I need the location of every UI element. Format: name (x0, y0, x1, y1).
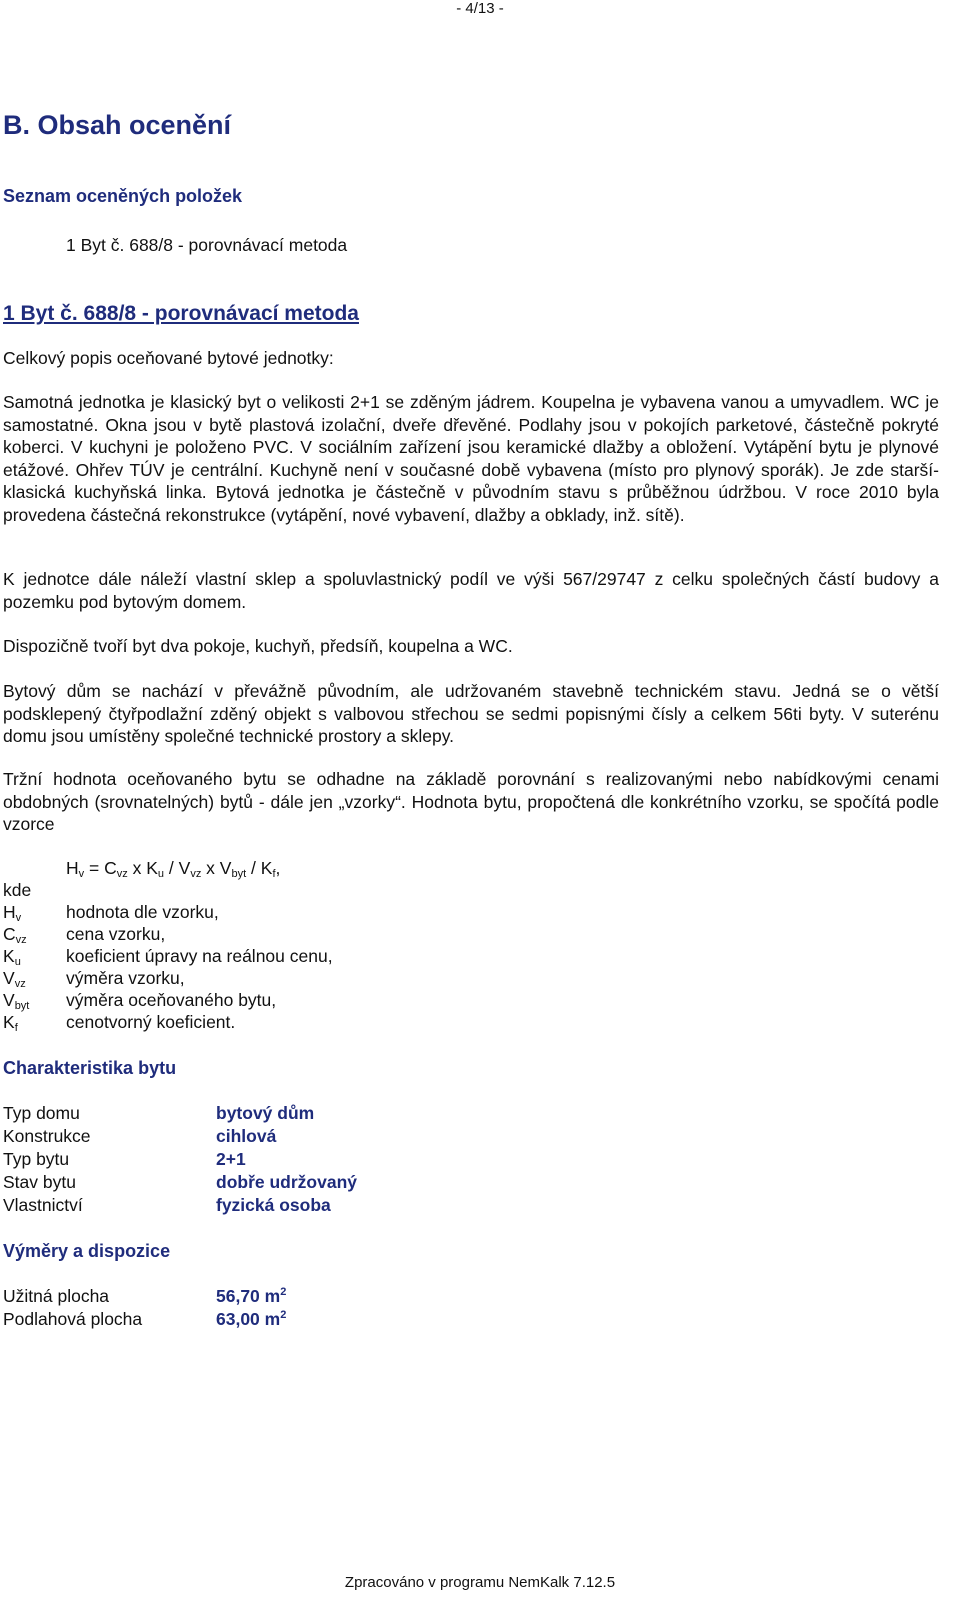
page-number: - 4/13 - (456, 0, 504, 17)
characteristic-label: Konstrukce (3, 1126, 91, 1146)
area-label: Podlahová plocha (3, 1309, 143, 1329)
footer-note: Zpracováno v programu NemKalk 7.12.5 (344, 1574, 616, 1591)
characteristic-value: fyzická osoba (216, 1195, 331, 1215)
where-label: kde (3, 880, 32, 900)
legend-definition: výměra vzorku, (66, 968, 185, 988)
characteristics-title: Charakteristika bytu (3, 1058, 177, 1078)
legend-symbol: $V_{vz}$ (3, 968, 26, 990)
list-title: Seznam oceněných položek (3, 186, 243, 206)
area-value: 56,70 $m^2$ (216, 1286, 287, 1306)
characteristic-label: Typ domu (3, 1103, 80, 1123)
area-label: Užitná plocha (3, 1286, 110, 1306)
legend-definition: cena vzorku, (66, 924, 166, 944)
legend-symbol: $H_v$ (3, 902, 22, 924)
areas-title: Výměry a dispozice (3, 1241, 171, 1261)
characteristic-value: bytový dům (216, 1103, 315, 1123)
legend-symbol: $C_{vz}$ (3, 924, 27, 946)
characteristic-value: 2+1 (216, 1149, 246, 1169)
paragraph-method: Tržní hodnota oceňovaného bytu se odhadne na základě porovnání s realizovanými nebo nabídkovými cenami obdobných (srovnatelných) bytů - dále jen „vzorky“. Hodnota bytu, propočtená dle konkrétního vzorku, se spočítá podle vzorce (3, 769, 939, 835)
paragraph-layout: Dispozičně tvoří byt dva pokoje, kuchyň, předsíň, koupelna a WC. (3, 636, 513, 656)
legend-definition: hodnota dle vzorku, (66, 902, 219, 922)
characteristic-label: Vlastnictví (3, 1195, 83, 1215)
valuation-formula: $H_v = C_{vz}$ x $K_u / V_{vz}$ x $V_{byt} / K_f$, (66, 858, 281, 880)
paragraph-description: Samotná jednotka je klasický byt o velikosti 2+1 se zděným jádrem. Koupelna je vybavena vanou a umyvadlem. WC je samostatné. Okna jsou v bytě plastová izolační, dveře dřevěné. Podlahy jsou v pokojích parketové, částečně pokryté koberci. V kuchyni je položeno PVC. V sociálním zařízení jsou keramické dlažby a obložení. Vytápění bytu je plynové etážové. Ohřev TÚV je centrální. Kuchyně není v současné době vybavena (místo pro plynový sporák). Je zde starší- klasická kuchyňská linka. Bytová jednotka je částečně v původním stavu s průběžnou údržbou. V roce 2010 byla provedena částečná rekonstrukce (vytápění, nové vybavení, dlažby a obklady, inž. sítě). (3, 392, 939, 525)
characteristic-value: dobře udržovaný (216, 1172, 357, 1192)
section-heading: B. Obsah ocenění (3, 110, 232, 140)
legend-symbol: $V_{byt}$ (3, 990, 30, 1012)
description-subtitle: Celkový popis oceňované bytové jednotky: (3, 348, 334, 368)
paragraph-cellar: K jednotce dále náleží vlastní sklep a spoluvlastnický podíl ve výši 567/29747 z celku společných částí budovy a pozemku pod bytovým domem. (3, 569, 939, 612)
list-item: 1 Byt č. 688/8 - porovnávací metoda (66, 235, 348, 255)
characteristic-label: Typ bytu (3, 1149, 70, 1169)
item-heading: 1 Byt č. 688/8 - porovnávací metoda (3, 302, 359, 325)
area-value: 63,00 $m^2$ (216, 1309, 287, 1329)
legend-symbol: $K_u$ (3, 946, 21, 968)
paragraph-building: Bytový dům se nachází v převážně původním, ale udržovaném stavebně technickém stavu. Jedná se o větší podsklepený čtyřpodlažní zděný objekt s valbovou střechou se sedmi popisnými čísly a celkem 56ti byty. V suterénu domu jsou umístěny společné technické prostory a sklepy. (3, 681, 939, 747)
legend-symbol: $K_f$ (3, 1012, 18, 1034)
legend-definition: výměra oceňovaného bytu, (66, 990, 277, 1010)
characteristic-value: cihlová (216, 1126, 277, 1146)
characteristic-label: Stav bytu (3, 1172, 76, 1192)
legend-definition: cenotvorný koeficient. (66, 1012, 236, 1032)
legend-definition: koeficient úpravy na reálnou cenu, (66, 946, 333, 966)
